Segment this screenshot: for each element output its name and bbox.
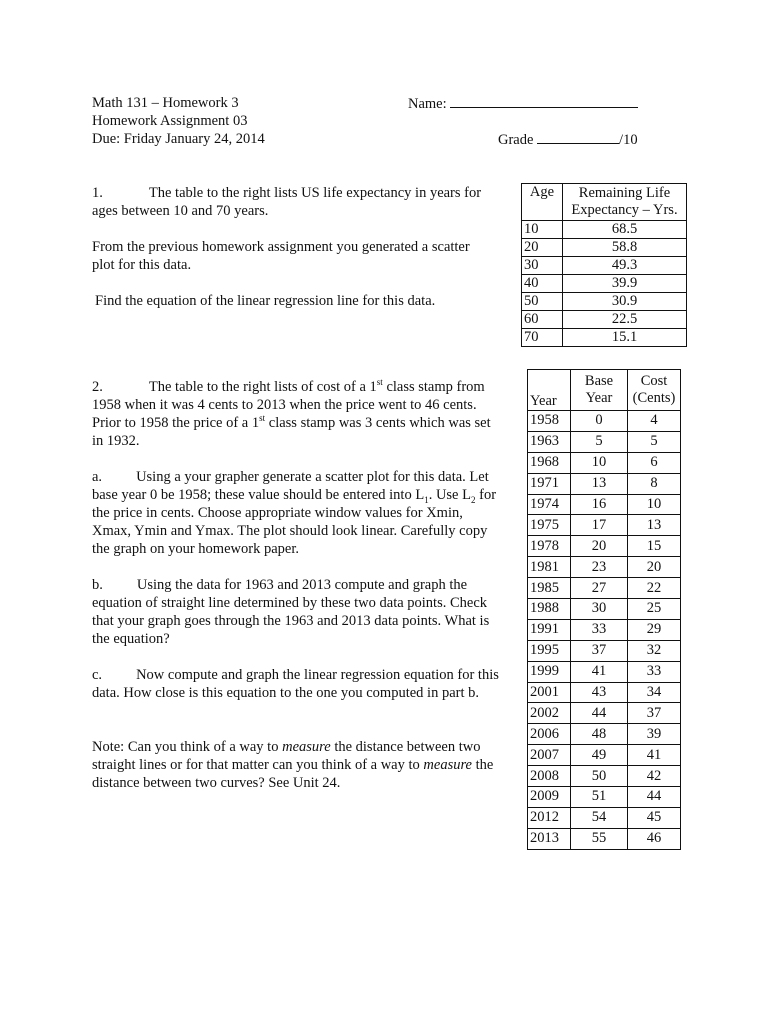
base-year-cell: 33: [571, 619, 628, 640]
table-row: [528, 766, 681, 787]
age-cell: 30: [522, 257, 563, 275]
table-row: [522, 311, 687, 329]
table-row: [528, 807, 681, 828]
base-year-cell: 55: [571, 828, 628, 849]
cost-cell: 10: [628, 494, 681, 515]
base-year-cell: 41: [571, 661, 628, 682]
year-cell: 1968: [528, 452, 571, 473]
stamp-cost-table: [527, 369, 681, 850]
q2-line-3: Prior to 1958 the price of a 1st class stamp was 3 cents which was set: [92, 413, 491, 431]
remaining-life-cell: 58.8: [563, 239, 687, 257]
cost-cell: 45: [628, 807, 681, 828]
cost-cell: 15: [628, 536, 681, 557]
table-row: [528, 557, 681, 578]
age-cell: 50: [522, 293, 563, 311]
age-cell: 10: [522, 221, 563, 239]
note-line-3: distance between two curves? See Unit 24.: [92, 775, 341, 791]
cost-cell: 44: [628, 787, 681, 808]
table-row: [528, 619, 681, 640]
base-year-cell: 17: [571, 515, 628, 536]
table-row: [522, 329, 687, 347]
q2-line-4: in 1932.: [92, 433, 140, 449]
cost-cell: 25: [628, 599, 681, 620]
table-row: [522, 221, 687, 239]
name-label: Name:: [408, 96, 447, 112]
q2a-line-3: the price in cents. Choose appropriate window values for Xmin,: [92, 505, 463, 521]
cost-cell: 46: [628, 828, 681, 849]
grade-blank[interactable]: [537, 130, 619, 144]
year-cell: 1988: [528, 599, 571, 620]
q1-number: 1.: [92, 185, 103, 201]
year-cell: 2006: [528, 724, 571, 745]
q2a-line-4: Xmax, Ymin and Ymax. The plot should look linear. Carefully copy: [92, 523, 488, 539]
q1-line-5: Find the equation of the linear regression line for this data.: [95, 293, 436, 309]
base-year-cell: 48: [571, 724, 628, 745]
year-cell: 1981: [528, 557, 571, 578]
q2-line-2: 1958 when it was 4 cents to 2013 when the price went to 46 cents.: [92, 397, 477, 413]
table-row: [528, 515, 681, 536]
note-line-1: Note: Can you think of a way to measure the distance between two: [92, 739, 481, 755]
grade-field[interactable]: [498, 130, 638, 150]
year-cell: 1963: [528, 431, 571, 452]
year-cell: 2002: [528, 703, 571, 724]
q1-line-3: From the previous homework assignment you generated a scatter: [92, 239, 470, 255]
name-field[interactable]: [408, 94, 638, 114]
table-row: [522, 275, 687, 293]
base-year-cell: 51: [571, 787, 628, 808]
q2-line-1: 2. The table to the right lists of cost of a 1st class stamp from: [92, 377, 485, 395]
table-row: [528, 640, 681, 661]
q2c-label: c.: [92, 667, 103, 683]
cost-cell: 37: [628, 703, 681, 724]
note-line-2: straight lines or for that matter can you think of a way to measure the: [92, 757, 494, 773]
remaining-life-cell: 39.9: [563, 275, 687, 293]
table-row: [528, 745, 681, 766]
base-year-cell: 16: [571, 494, 628, 515]
year-cell: 2013: [528, 828, 571, 849]
q2c-line-2: data. How close is this equation to the one you computed in part b.: [92, 685, 479, 701]
year-cell: 1974: [528, 494, 571, 515]
cost-cell: 41: [628, 745, 681, 766]
remaining-header: Remaining Life Expectancy – Yrs.: [563, 184, 687, 221]
year-cell: 1975: [528, 515, 571, 536]
grade-total: /10: [619, 132, 638, 148]
life-expectancy-table: [521, 183, 687, 347]
base-year-cell: 30: [571, 599, 628, 620]
q1-line-2: ages between 10 and 70 years.: [92, 203, 269, 219]
cost-cell: 6: [628, 452, 681, 473]
year-cell: 1958: [528, 411, 571, 432]
cost-cell: 39: [628, 724, 681, 745]
name-blank[interactable]: [450, 94, 638, 108]
cost-cell: 4: [628, 411, 681, 432]
year-cell: 2012: [528, 807, 571, 828]
base-year-cell: 54: [571, 807, 628, 828]
cost-header: Cost (Cents): [628, 370, 681, 411]
q2b-label: b.: [92, 577, 103, 593]
q2-number: 2.: [92, 379, 103, 395]
q2b-line-1: b. Using the data for 1963 and 2013 compute and graph the: [92, 577, 468, 593]
year-cell: 1978: [528, 536, 571, 557]
year-cell: 2007: [528, 745, 571, 766]
age-header: Age: [522, 184, 563, 221]
table-row: [528, 724, 681, 745]
cost-cell: 29: [628, 619, 681, 640]
year-cell: 1999: [528, 661, 571, 682]
table-row: [522, 239, 687, 257]
due-date: Due: Friday January 24, 2014: [92, 131, 265, 147]
year-cell: 2001: [528, 682, 571, 703]
course-title: Math 131 – Homework 3: [92, 95, 239, 111]
q2a-label: a.: [92, 469, 103, 485]
q1-line-1: 1. The table to the right lists US life expectancy in years for: [92, 185, 482, 201]
table-header-row: [528, 370, 681, 411]
table-row: [528, 473, 681, 494]
q2a-line-2: base year 0 be 1958; these value should be entered into $L_1$. Use $L_2$ for: [92, 487, 497, 505]
q2a-line-1: a. Using a your grapher generate a scatter plot for this data. Let: [92, 469, 489, 485]
age-cell: 20: [522, 239, 563, 257]
base-year-cell: 37: [571, 640, 628, 661]
base-year-cell: 5: [571, 431, 628, 452]
year-cell: 1971: [528, 473, 571, 494]
age-cell: 40: [522, 275, 563, 293]
table-row: [528, 682, 681, 703]
base-year-cell: 13: [571, 473, 628, 494]
cost-cell: 34: [628, 682, 681, 703]
cost-cell: 33: [628, 661, 681, 682]
cost-cell: 42: [628, 766, 681, 787]
grade-label: Grade: [498, 132, 534, 148]
q1-line-4: plot for this data.: [92, 257, 192, 273]
age-cell: 60: [522, 311, 563, 329]
table-row: [528, 536, 681, 557]
cost-cell: 32: [628, 640, 681, 661]
base-year-cell: 0: [571, 411, 628, 432]
year-cell: 2008: [528, 766, 571, 787]
table-row: [528, 431, 681, 452]
year-header: Year: [528, 370, 571, 411]
age-cell: 70: [522, 329, 563, 347]
assignment-title: Homework Assignment 03: [92, 113, 248, 129]
table-row: [528, 452, 681, 473]
cost-cell: 8: [628, 473, 681, 494]
year-cell: 1985: [528, 578, 571, 599]
q2b-line-2: equation of straight line determined by these two data points. Check: [92, 595, 488, 611]
remaining-life-cell: 15.1: [563, 329, 687, 347]
year-cell: 1991: [528, 619, 571, 640]
remaining-life-cell: 49.3: [563, 257, 687, 275]
table-row: [522, 293, 687, 311]
q2b-line-4: the equation?: [92, 631, 170, 647]
table-row: [528, 494, 681, 515]
table-header-row: [522, 184, 687, 221]
q2b-line-3: that your graph goes through the 1963 and 2013 data points. What is: [92, 613, 490, 629]
base-year-cell: 44: [571, 703, 628, 724]
table-row: [528, 787, 681, 808]
base-year-cell: 27: [571, 578, 628, 599]
table-row: [522, 257, 687, 275]
remaining-life-cell: 68.5: [563, 221, 687, 239]
base-year-cell: 49: [571, 745, 628, 766]
table-row: [528, 411, 681, 432]
base-year-cell: 20: [571, 536, 628, 557]
q2a-line-5: the graph on your homework paper.: [92, 541, 299, 557]
base-year-cell: 43: [571, 682, 628, 703]
table-row: [528, 828, 681, 849]
base-year-cell: 10: [571, 452, 628, 473]
base-year-header: Base Year: [571, 370, 628, 411]
cost-cell: 20: [628, 557, 681, 578]
table-row: [528, 599, 681, 620]
base-year-cell: 50: [571, 766, 628, 787]
cost-cell: 13: [628, 515, 681, 536]
remaining-life-cell: 22.5: [563, 311, 687, 329]
year-cell: 2009: [528, 787, 571, 808]
table-row: [528, 703, 681, 724]
year-cell: 1995: [528, 640, 571, 661]
table-row: [528, 661, 681, 682]
q2c-line-1: c. Now compute and graph the linear regression equation for this: [92, 667, 499, 683]
cost-cell: 5: [628, 431, 681, 452]
cost-cell: 22: [628, 578, 681, 599]
remaining-life-cell: 30.9: [563, 293, 687, 311]
table-row: [528, 578, 681, 599]
base-year-cell: 23: [571, 557, 628, 578]
